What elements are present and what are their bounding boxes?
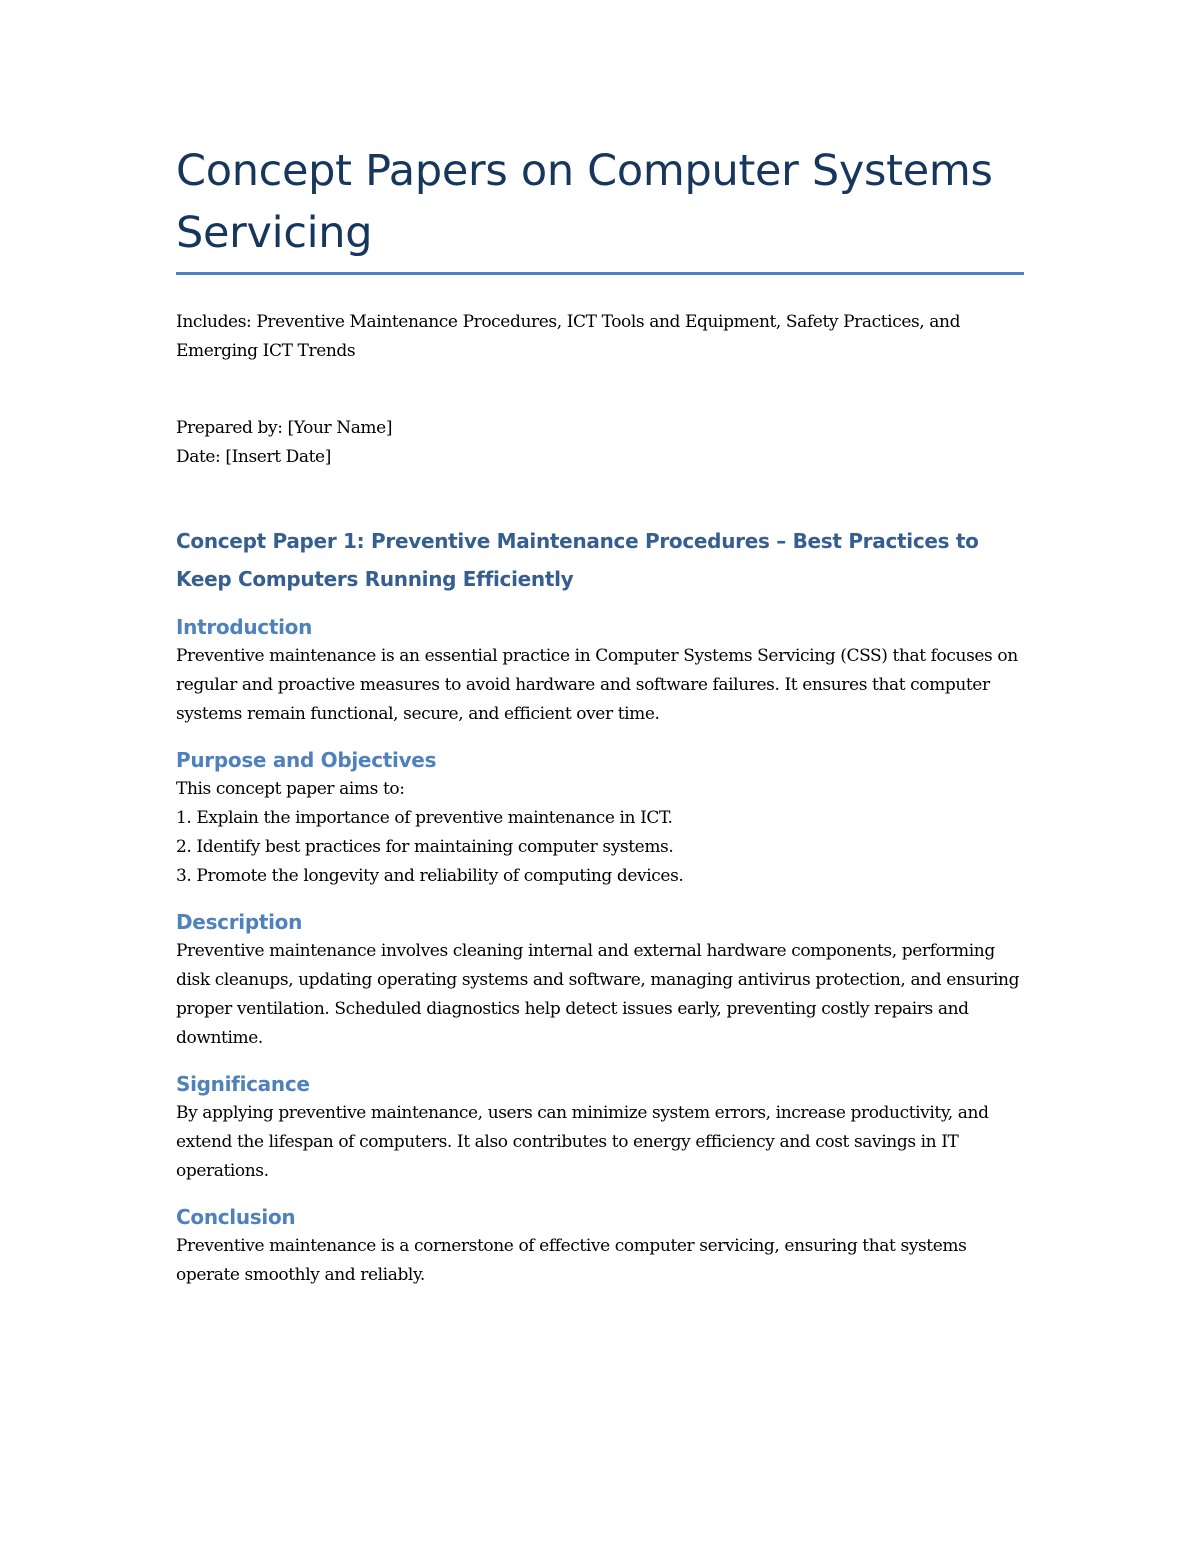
purpose-list xyxy=(176,775,1024,891)
document-title: Concept Papers on Computer Systems Servicing xyxy=(176,146,993,258)
includes-line: Includes: Preventive Maintenance Procedures, ICT Tools and Equipment, Safety Practices, and Emerging ICT Trends xyxy=(176,312,961,361)
list-item: 2. Identify best practices for maintaining computer systems. xyxy=(176,837,674,857)
prepared-by: Prepared by: [Your Name] xyxy=(176,418,393,438)
significance-text: By applying preventive maintenance, users can minimize system errors, increase productivity, and extend the lifespan of computers. It also contributes to energy efficiency and cost savings in IT operations. xyxy=(176,1103,989,1181)
list-item: 1. Explain the importance of preventive maintenance in ICT. xyxy=(176,808,673,828)
prepared-block xyxy=(176,414,1024,472)
paper1-heading: Concept Paper 1: Preventive Maintenance Procedures – Best Practices to Keep Computers Running Efficiently xyxy=(176,529,979,591)
conclusion-text: Preventive maintenance is a cornerstone of effective computer servicing, ensuring that systems operate smoothly and reliably. xyxy=(176,1236,967,1285)
introduction-heading: Introduction xyxy=(176,615,313,639)
list-item: 3. Promote the longevity and reliability of computing devices. xyxy=(176,866,684,886)
date-line: Date: [Insert Date] xyxy=(176,447,331,467)
document-content xyxy=(176,140,1024,1290)
title-underline xyxy=(176,272,1024,275)
introduction-text: Preventive maintenance is an essential practice in Computer Systems Servicing (CSS) that focuses on regular and proactive measures to avoid hardware and software failures. It ensures that computer systems remain functional, secure, and efficient over time. xyxy=(176,646,1018,724)
purpose-heading: Purpose and Objectives xyxy=(176,748,437,772)
conclusion-heading: Conclusion xyxy=(176,1205,296,1229)
significance-heading: Significance xyxy=(176,1072,310,1096)
description-text: Preventive maintenance involves cleaning internal and external hardware components, performing disk cleanups, updating operating systems and software, managing antivirus protection, and ensuring proper ventilation. Scheduled diagnostics help detect issues early, preventing costly repairs and downtime. xyxy=(176,941,1020,1048)
purpose-lead: This concept paper aims to: xyxy=(176,779,405,799)
description-heading: Description xyxy=(176,910,303,934)
